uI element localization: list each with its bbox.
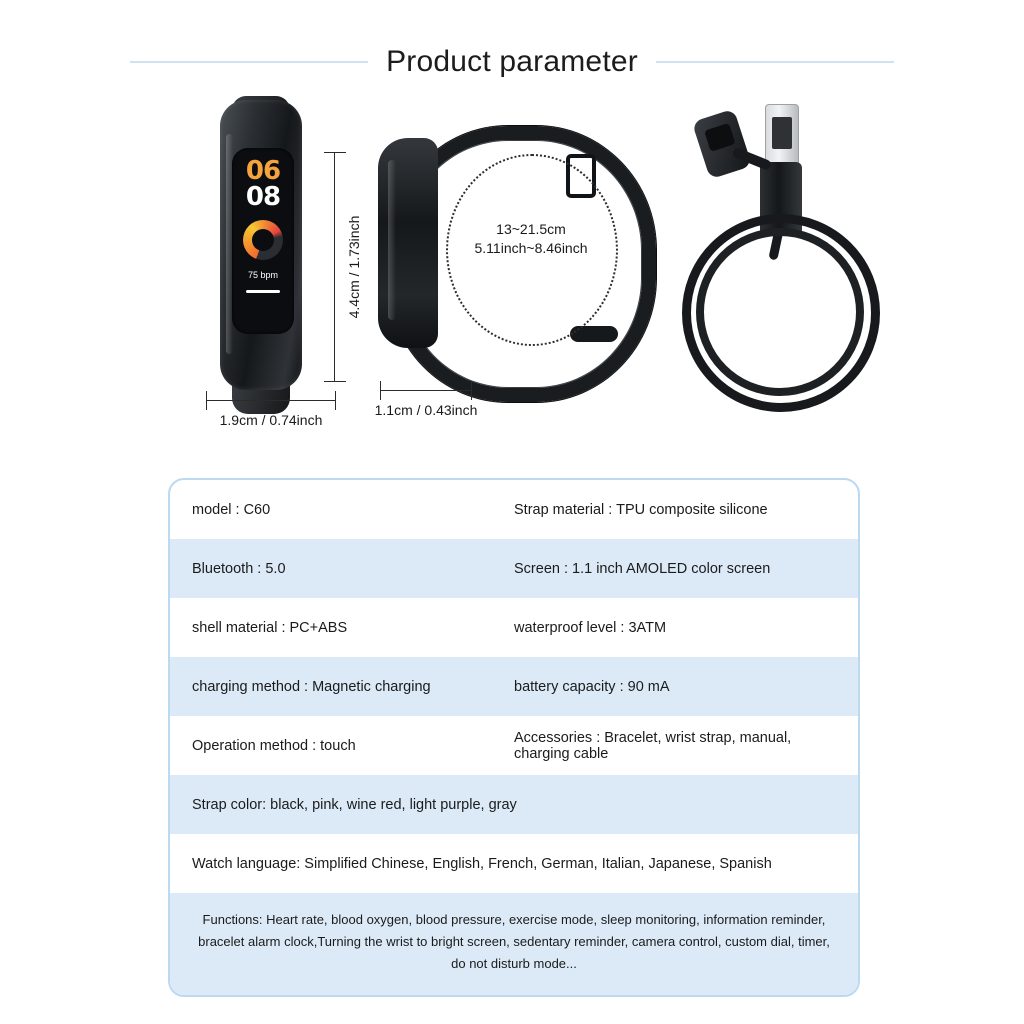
dimension-line <box>334 152 335 382</box>
spec-right-cell: Accessories : Bracelet, wrist strap, manual, charging cable <box>514 729 792 762</box>
specification-table <box>168 478 860 997</box>
magnetic-charger-head <box>692 109 752 180</box>
table-row <box>170 716 858 775</box>
strap-circumference-label <box>448 220 614 258</box>
charging-cable-figure <box>660 92 950 412</box>
bracelet-height-dimension <box>324 152 364 382</box>
table-row <box>170 598 858 657</box>
spec-right-cell: waterproof level : 3ATM <box>514 619 667 636</box>
spec-left-cell: Operation method : touch <box>192 737 356 754</box>
table-row-functions: Functions: Heart rate, blood oxygen, blood pressure, exercise mode, sleep monitoring, information reminder, bracelet alarm clock,Turning the wrist to bright screen, sedentary reminder, camera control, custom dial, timer, do not disturb mode... <box>170 893 858 995</box>
page-header <box>130 36 894 88</box>
screen-home-bar <box>246 290 280 293</box>
dimension-cap-top <box>324 152 346 153</box>
activity-ring-icon <box>243 220 283 260</box>
spec-right-cell: battery capacity : 90 mA <box>514 678 670 695</box>
screen-minute: 08 <box>245 182 281 212</box>
dimension-cap-right <box>471 381 472 400</box>
bracelet-height-label: 4.4cm / 1.73inch <box>346 215 362 319</box>
usb-plug-icon <box>765 104 799 166</box>
spec-full-cell: Watch language: Simplified Chinese, English, French, German, Italian, Japanese, Spanish <box>192 855 772 872</box>
cable-coil-inner <box>696 228 864 396</box>
dimension-cap-left <box>206 391 207 410</box>
screen-hour: 06 <box>245 156 281 186</box>
strap-loop-figure <box>370 112 660 442</box>
dimension-cap-bottom <box>324 381 346 382</box>
page-title: Product parameter <box>386 45 638 78</box>
dimension-line <box>380 390 472 391</box>
header-rule-left <box>130 61 368 63</box>
table-row <box>170 539 858 598</box>
bracelet-width-label: 1.9cm / 0.74inch <box>219 412 323 428</box>
spec-left-cell: Bluetooth : 5.0 <box>192 560 286 577</box>
bracelet-screen <box>232 148 294 334</box>
strap-width-label: 1.1cm / 0.43inch <box>374 402 478 418</box>
spec-full-cell: Strap color: black, pink, wine red, light purple, gray <box>192 796 517 813</box>
spec-left-cell: charging method : Magnetic charging <box>192 678 431 695</box>
dimension-cap-left <box>380 381 381 400</box>
table-row <box>170 834 858 893</box>
circumference-cm: 13~21.5cm <box>496 221 566 237</box>
strap-loop-case <box>378 138 438 348</box>
spec-left-cell: model : C60 <box>192 501 271 518</box>
circumference-inch: 5.11inch~8.46inch <box>474 240 588 256</box>
bracelet-front-figure <box>196 100 376 440</box>
table-row <box>170 775 858 834</box>
screen-heart-rate: 75 bpm <box>247 270 279 280</box>
dimension-line <box>206 400 336 401</box>
spec-left-cell: shell material : PC+ABS <box>192 619 348 636</box>
spec-right-cell: Strap material : TPU composite silicone <box>514 501 768 518</box>
product-illustrations <box>0 92 1024 462</box>
table-row <box>170 480 858 539</box>
dimension-cap-right <box>335 391 336 410</box>
table-row <box>170 657 858 716</box>
header-rule-right <box>656 61 894 63</box>
spec-right-cell: Screen : 1.1 inch AMOLED color screen <box>514 560 771 577</box>
